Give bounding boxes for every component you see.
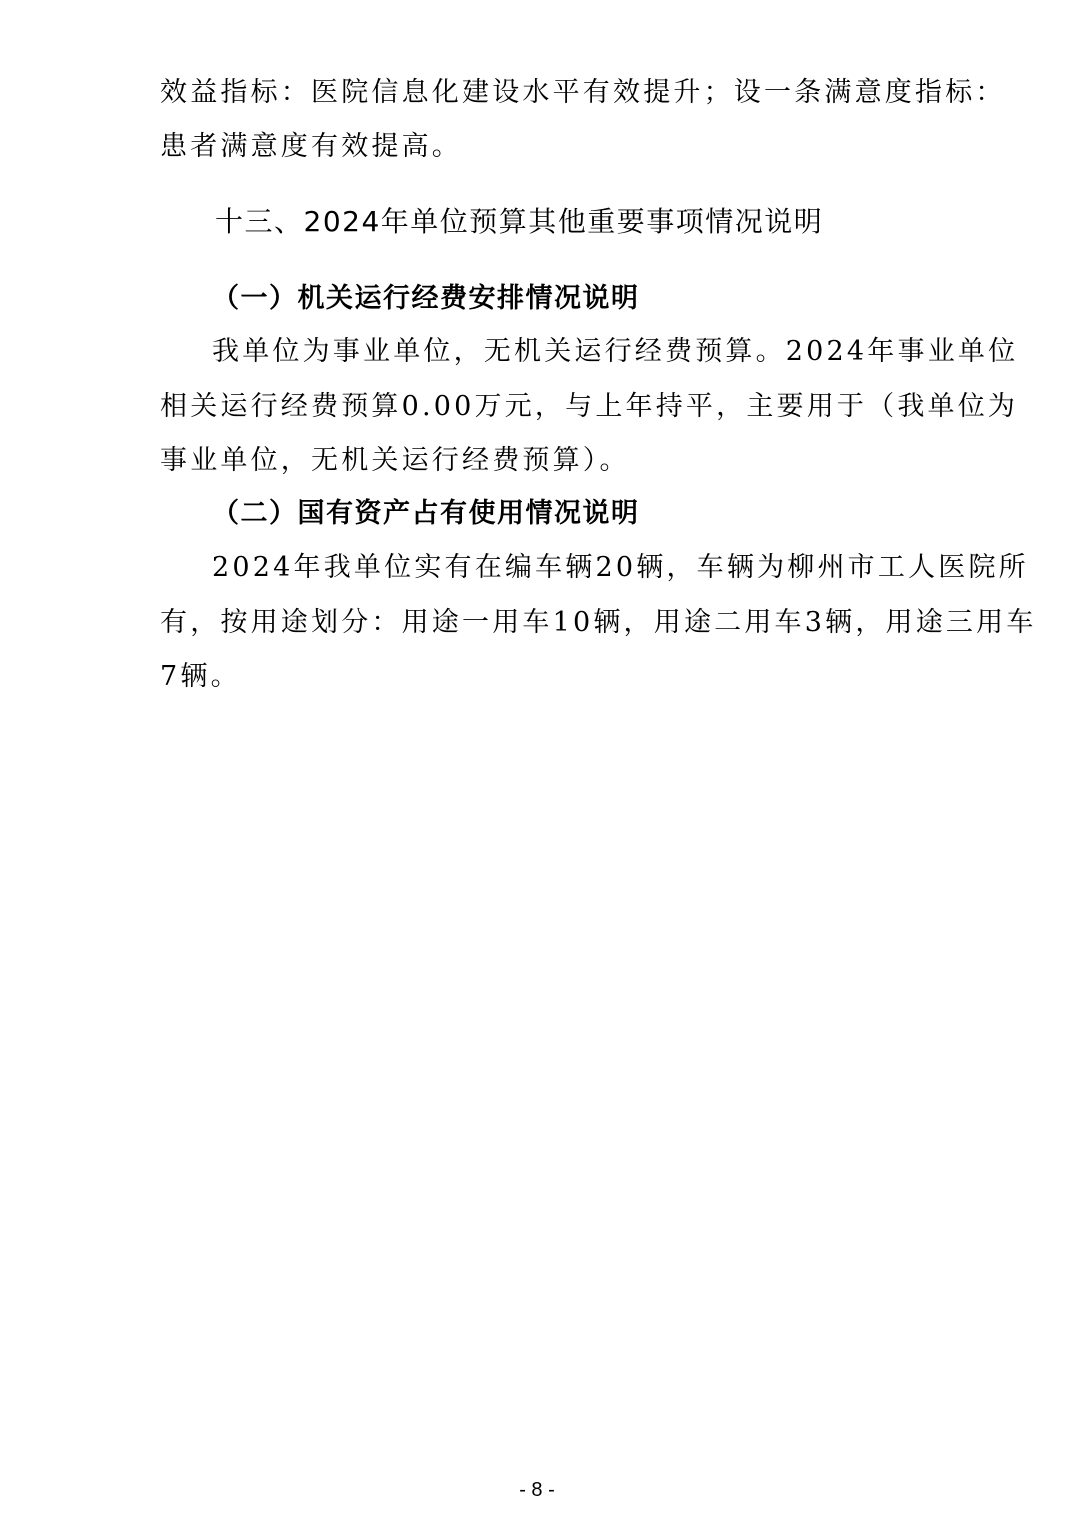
paragraph-line: 2024年我单位实有在编车辆20辆，车辆为柳州市工人医院所 bbox=[212, 552, 1029, 583]
paragraph-line: 7辆。 bbox=[160, 661, 241, 692]
paragraph-line: 事业单位，无机关运行经费预算）。 bbox=[160, 445, 630, 476]
section-heading: 十三、2024年单位预算其他重要事项情况说明 bbox=[215, 205, 824, 238]
subsection-heading: （二）国有资产占有使用情况说明 bbox=[212, 498, 640, 529]
paragraph-line: 我单位为事业单位，无机关运行经费预算。2024年事业单位 bbox=[212, 336, 1019, 367]
page-number: - 8 - bbox=[519, 1479, 555, 1501]
subsection-heading: （一）机关运行经费安排情况说明 bbox=[212, 283, 640, 314]
paragraph-line: 效益指标：医院信息化建设水平有效提升；设一条满意度指标： bbox=[160, 77, 1006, 108]
paragraph-line: 患者满意度有效提高。 bbox=[160, 131, 462, 162]
paragraph-line: 有，按用途划分：用途一用车10辆，用途二用车3辆，用途三用车 bbox=[160, 607, 1037, 638]
paragraph-line: 相关运行经费预算0.00万元，与上年持平，主要用于（我单位为 bbox=[160, 391, 1019, 422]
